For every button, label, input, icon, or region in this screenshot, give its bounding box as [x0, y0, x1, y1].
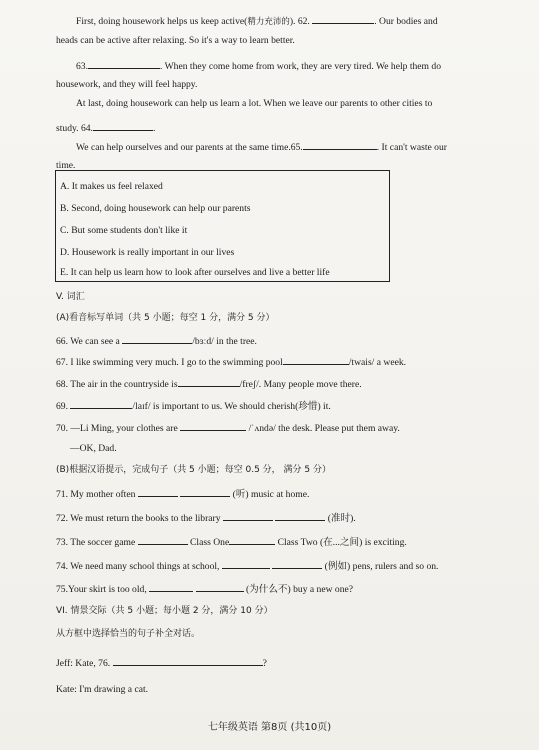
- text: study. 64.: [56, 123, 93, 134]
- question-74: [56, 559, 496, 573]
- question-68: [56, 377, 496, 391]
- text: Jeff: Kate, 76.: [56, 658, 111, 669]
- text: ). 62.: [289, 16, 310, 27]
- dialog-kate-line: Kate: I'm drawing a cat.: [56, 684, 149, 695]
- question-66: [56, 334, 496, 348]
- blank-73b[interactable]: [229, 535, 275, 545]
- text: . Our bodies and: [374, 16, 438, 27]
- text: (准时).: [327, 513, 356, 524]
- text: /ˈʌndə/ the desk. Please put them away.: [248, 423, 400, 434]
- blank-69[interactable]: [70, 399, 132, 409]
- passage-line-3: [76, 59, 516, 73]
- text: 71. My mother often: [56, 489, 136, 500]
- passage-line-7: [76, 140, 516, 154]
- blank-73a[interactable]: [138, 535, 188, 545]
- passage-line-8: time.: [56, 160, 76, 171]
- page-footer: 七年级英语 第8页 (共10页): [207, 722, 332, 733]
- dialog-instruction: 从方框中选择恰当的句子补全对话。: [56, 629, 201, 639]
- question-67: [56, 355, 496, 369]
- text: 72. We must return the books to the library: [56, 513, 221, 524]
- question-69: [56, 399, 496, 413]
- options-box: [55, 170, 390, 282]
- text: /freʃ/. Many people move there.: [239, 379, 362, 390]
- cn-gloss: 精力充沛的: [247, 17, 290, 27]
- passage-line-6: [56, 121, 496, 135]
- question-70-reply: —OK, Dad.: [70, 443, 117, 454]
- text: /laɪf/ is important to us. We should cherish(珍惜) it.: [132, 401, 331, 412]
- blank-64[interactable]: [93, 121, 153, 131]
- question-72: [56, 511, 496, 525]
- text: 69.: [56, 401, 68, 412]
- text: . When they come home from work, they are very tired. We help them do: [160, 61, 442, 72]
- text: 70. —Li Ming, your clothes are: [56, 423, 178, 434]
- blank-68[interactable]: [178, 377, 240, 387]
- option-b: B. Second, doing housework can help our parents: [60, 203, 251, 214]
- blank-76[interactable]: [113, 656, 263, 666]
- question-75: [56, 582, 496, 596]
- text: First, doing housework helps us keep active(: [76, 16, 248, 27]
- text: . It can't waste our: [376, 142, 447, 153]
- blank-65[interactable]: [303, 140, 377, 150]
- question-70: [56, 421, 496, 435]
- blank-74b[interactable]: [272, 559, 322, 569]
- text: /twais/ a week.: [348, 357, 407, 368]
- section-v-heading: V. 词汇: [56, 292, 85, 302]
- blank-66[interactable]: [122, 334, 192, 344]
- blank-71b[interactable]: [180, 487, 230, 497]
- text: (例如) pens, rulers and so on.: [324, 561, 439, 572]
- option-d: D. Housework is really important in our lives: [60, 247, 235, 258]
- option-e: E. It can help us learn how to look after ourselves and live a better life: [60, 267, 330, 278]
- blank-62[interactable]: [312, 14, 374, 24]
- text: .: [152, 123, 156, 134]
- question-71: [56, 487, 496, 501]
- text: 68. The air in the countryside is: [56, 379, 178, 390]
- text: (为什么不) buy a new one?: [245, 584, 354, 595]
- part-b-heading: (B)根据汉语提示，完成句子（共 5 小题；每空 0.5 分， 满分 5 分）: [56, 465, 331, 475]
- passage-line-5: At last, doing housework can help us learn a lot. When we leave our parents to other cities to: [76, 98, 433, 109]
- blank-74a[interactable]: [222, 559, 270, 569]
- blank-72a[interactable]: [223, 511, 273, 521]
- option-a: A. It makes us feel relaxed: [60, 181, 163, 192]
- text: 66. We can see a: [56, 336, 120, 347]
- text: Class One: [190, 537, 230, 548]
- passage-line-1: [76, 14, 516, 28]
- text: Class Two (在...之间) is exciting.: [277, 537, 407, 548]
- text: 74. We need many school things at school,: [56, 561, 220, 572]
- text: We can help ourselves and our parents at the same time.65.: [76, 142, 303, 153]
- text: (听) music at home.: [232, 489, 310, 500]
- text: 67. I like swimming very much. I go to the swimming pool: [56, 357, 283, 368]
- blank-75a[interactable]: [149, 582, 193, 592]
- text: /bɜːd/ in the tree.: [192, 336, 257, 347]
- question-73: [56, 535, 496, 549]
- passage-line-2: heads can be active after relaxing. So it's a way to learn better.: [56, 35, 295, 46]
- blank-70[interactable]: [180, 421, 246, 431]
- part-a-heading: (A)看音标写单词（共 5 小题；每空 1 分，满分 5 分）: [56, 313, 275, 323]
- dialog-jeff-line: [56, 656, 496, 670]
- text: 73. The soccer game: [56, 537, 136, 548]
- blank-75b[interactable]: [196, 582, 244, 592]
- option-c: C. But some students don't like it: [60, 225, 188, 236]
- passage-line-4: housework, and they will feel happy.: [56, 79, 198, 90]
- text: 75.Your skirt is too old,: [56, 584, 147, 595]
- blank-71a[interactable]: [138, 487, 178, 497]
- blank-63[interactable]: [88, 59, 160, 69]
- blank-67[interactable]: [283, 355, 349, 365]
- section-vi-heading: VI. 情景交际（共 5 小题；每小题 2 分，满分 10 分）: [56, 606, 273, 616]
- text: 63.: [76, 61, 88, 72]
- text: ?: [262, 658, 267, 669]
- blank-72b[interactable]: [275, 511, 325, 521]
